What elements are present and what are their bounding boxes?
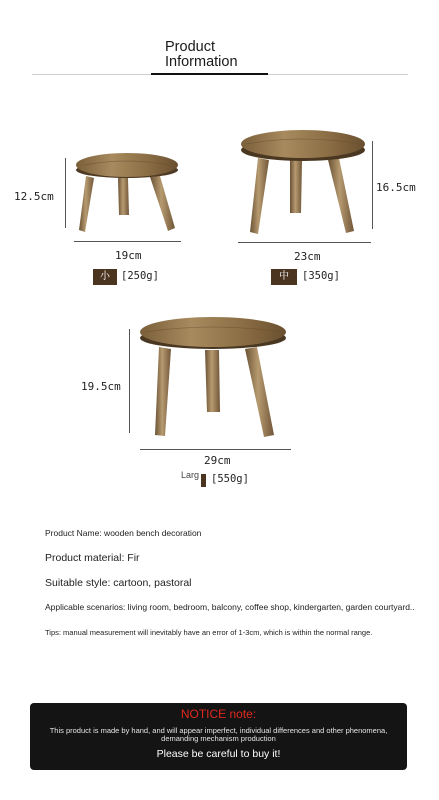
title-underline	[151, 73, 268, 75]
notice-title: NOTICE note:	[180, 707, 257, 721]
product-name: Product Name: wooden bench decoration	[45, 528, 202, 538]
product-material: Product material: Fir	[45, 552, 140, 564]
small-stool-image	[72, 148, 182, 236]
medium-width-label: 23cm	[294, 250, 321, 263]
small-width-label: 19cm	[115, 249, 142, 262]
medium-height-line	[372, 141, 373, 229]
large-stool-image	[137, 315, 292, 440]
notice-cta: Please be careful to buy it!	[156, 748, 281, 760]
small-weight: [250g]	[121, 270, 159, 282]
large-height-line	[129, 329, 130, 433]
large-weight: [550g]	[211, 473, 249, 485]
large-width-line	[140, 449, 291, 450]
medium-size-badge: 中	[271, 269, 297, 285]
page-title	[165, 40, 238, 70]
applicable-scenarios: Applicable scenarios: living room, bedroom, balcony, coffee shop, kindergarten, garden courtyard..	[45, 602, 415, 612]
small-size-badge: 小	[93, 269, 117, 285]
suitable-style: Suitable style: cartoon, pastoral	[45, 577, 192, 589]
title-line-2: Information	[165, 54, 238, 70]
medium-weight: [350g]	[302, 270, 340, 282]
large-width-label: 29cm	[204, 454, 231, 467]
title-line-1: Product	[165, 39, 215, 55]
measurement-tips: Tips: manual measurement will inevitably have an error of 1-3cm, which is within the normal range.	[45, 628, 373, 637]
large-height-label: 19.5cm	[81, 380, 121, 393]
medium-stool-image	[238, 128, 368, 238]
small-height-label: 12.5cm	[14, 190, 54, 203]
large-size-badge	[201, 474, 206, 487]
medium-width-line	[238, 242, 371, 243]
small-width-line	[74, 241, 181, 242]
notice-box	[30, 703, 407, 770]
large-size-label: Larg	[181, 470, 200, 480]
notice-body: This product is made by hand, and will appear imperfect, individual differences and other phenomena, demanding mechanism production	[49, 726, 388, 743]
small-height-line	[65, 158, 66, 228]
medium-height-label: 16.5cm	[376, 181, 416, 194]
